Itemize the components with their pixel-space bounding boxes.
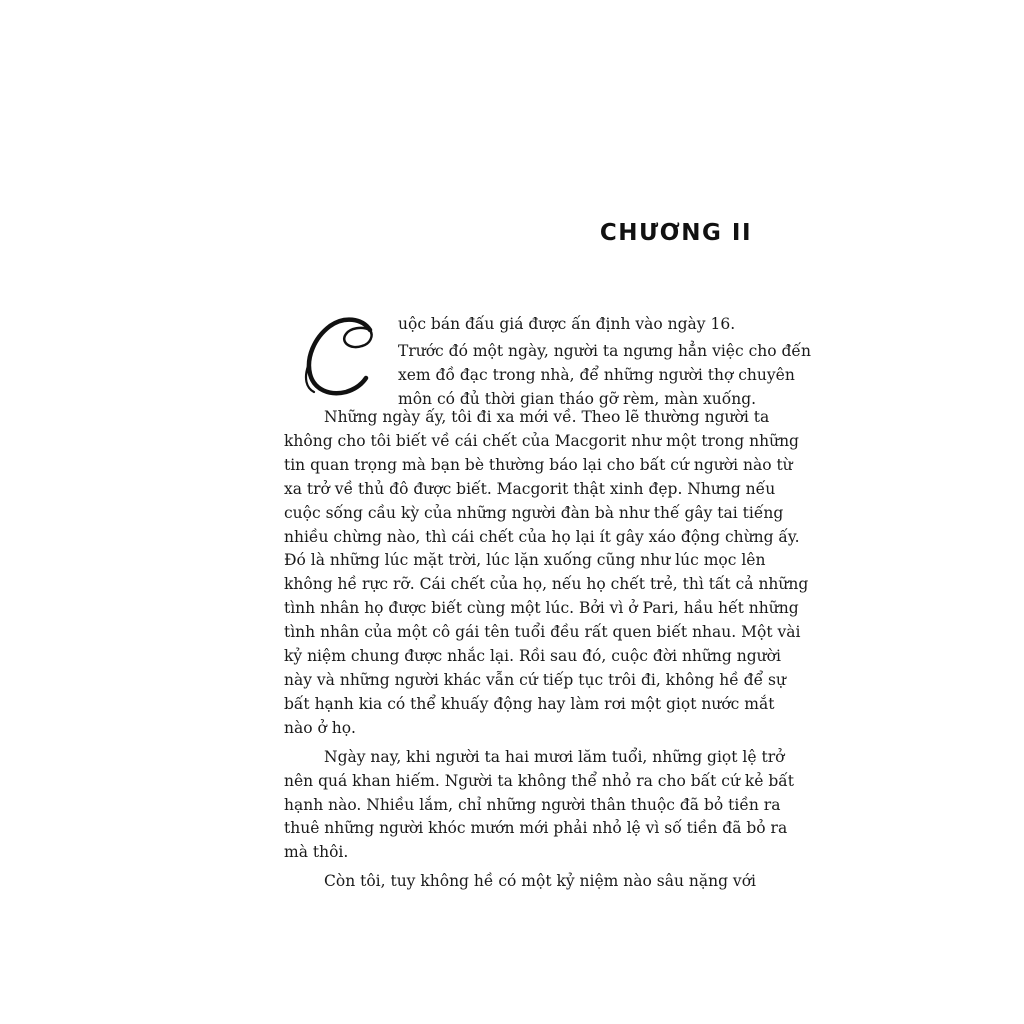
text-line: Đó là những lúc mặt trời, lúc lặn xuống cũng như lúc mọc lên — [284, 551, 766, 570]
text-line: không hề rực rỡ. Cái chết của họ, nếu họ chết trẻ, thì tất cả những — [284, 575, 809, 594]
text-line: bất hạnh kia có thể khuấy động hay làm rơi một giọt nước mắt — [284, 694, 775, 713]
dropcap-letter — [300, 312, 378, 400]
paragraph — [284, 746, 795, 866]
text-line: thuê những người khóc mướn mới phải nhỏ lệ vì số tiền đã bỏ ra — [284, 819, 788, 838]
text-line: nên quá khan hiếm. Người ta không thể nhỏ ra cho bất cứ kẻ bất — [284, 771, 795, 790]
paragraph — [284, 406, 809, 741]
text-line: Ngày nay, khi người ta hai mươi lăm tuổi, những giọt lệ trở — [324, 747, 785, 766]
text-line: nào ở họ. — [284, 718, 356, 737]
text-line: xem đồ đạc trong nhà, để những người thợ chuyên — [398, 366, 795, 384]
text-line: này và những người khác vẫn cứ tiếp tục trôi đi, không hề để sự — [284, 670, 786, 689]
opening-paragraph — [284, 310, 811, 408]
text-line: cuộc sống cầu kỳ của những người đàn bà như thế gây tai tiếng — [284, 503, 784, 522]
text-line: tin quan trọng mà bạn bè thường báo lại cho bất cứ người nào từ — [284, 455, 793, 474]
text-line: hạnh nào. Nhiều lắm, chỉ những người thân thuộc đã bỏ tiền ra — [284, 795, 781, 814]
text-line: nhiều chừng nào, thì cái chết của họ lại ít gây xáo động chừng ấy. — [284, 527, 800, 546]
text-line: Còn tôi, tuy không hề có một kỷ niệm nào sâu nặng với — [324, 872, 756, 891]
text-line: Trước đó một ngày, người ta ngưng hẳn việc cho đến — [398, 342, 811, 360]
text-line: không cho tôi biết về cái chết của Macgorit như một trong những — [284, 431, 799, 450]
text-line: tình nhân của một cô gái tên tuổi đều rất quen biết nhau. Một vài — [284, 623, 801, 642]
text-line: xa trở về thủ đô được biết. Macgorit thật xinh đẹp. Nhưng nếu — [284, 479, 776, 498]
text-line: Những ngày ấy, tôi đi xa mới về. Theo lẽ thường người ta — [324, 408, 770, 426]
chapter-title: CHƯƠNG II — [599, 220, 752, 246]
text-line: kỷ niệm chung được nhắc lại. Rồi sau đó, cuộc đời những người — [284, 647, 781, 666]
text-line: môn có đủ thời gian tháo gỡ rèm, màn xuống. — [398, 390, 757, 408]
text-line: mà thôi. — [284, 843, 349, 862]
dropcap-lines — [398, 312, 811, 411]
paragraph — [284, 870, 754, 894]
text-line: tình nhân họ được biết cùng một lúc. Bởi vì ở Pari, hầu hết những — [284, 599, 799, 618]
text-line: uộc bán đấu giá được ấn định vào ngày 16. — [398, 315, 736, 333]
body-text — [284, 310, 811, 899]
